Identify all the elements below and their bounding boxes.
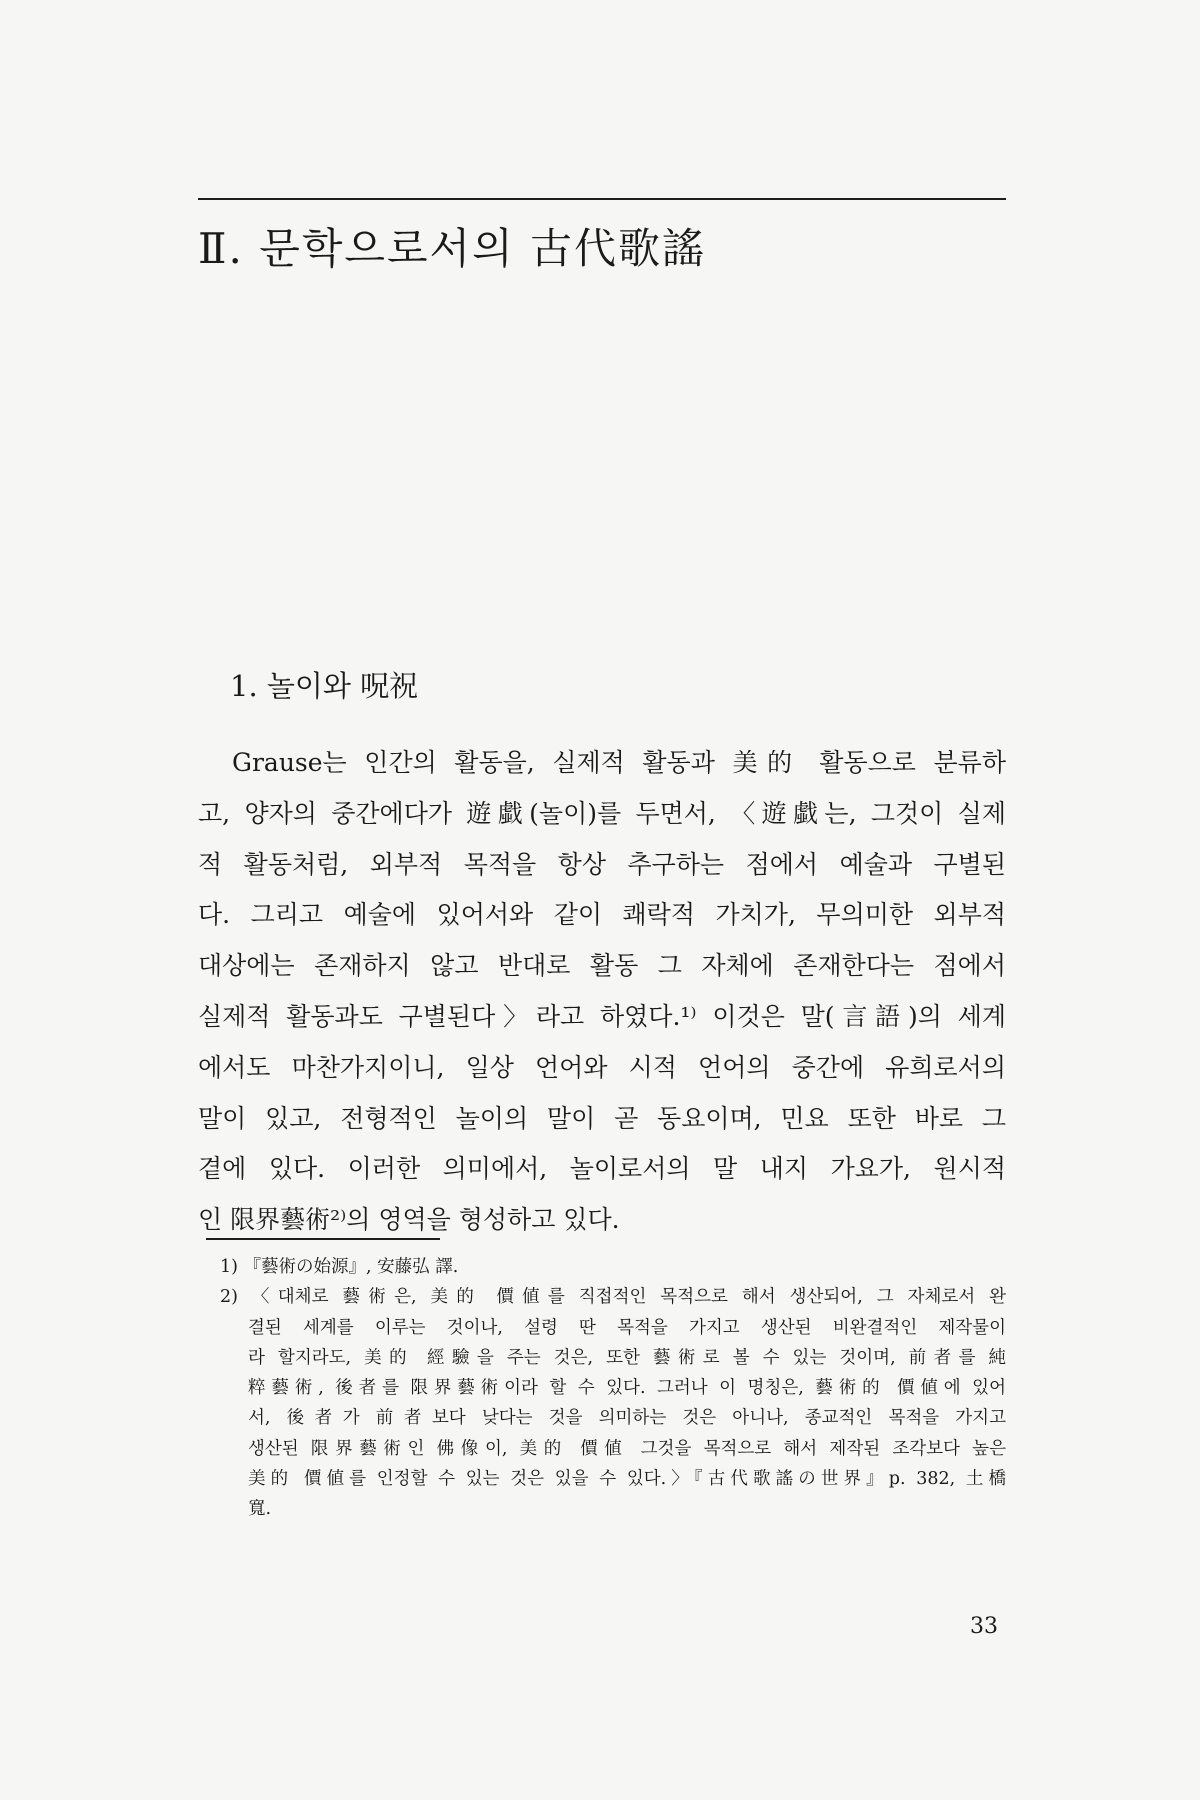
- footnote-2-line: 생산된 限界藝術인 佛像이, 美的 價値 그것을 목적으로 해서 제작된 조각보다 높은: [248, 1438, 1006, 1459]
- footnote-2-line: 라 할지라도, 美的 經驗을 주는 것은, 또한 藝術로 볼 수 있는 것이며, 前者를 純: [248, 1347, 1006, 1368]
- footnote-1: 1) 『藝術の始源』, 安藤弘 譯.: [220, 1257, 459, 1277]
- body-line: 적 활동처럼, 외부적 목적을 항상 추구하는 점에서 예술과 구별된: [198, 849, 1006, 879]
- body-line: 인 限界藝術²⁾의 영역을 형성하고 있다.: [198, 1205, 620, 1235]
- footnotes: [220, 1252, 1006, 1525]
- body-line: 에서도 마찬가지이니, 일상 언어와 시적 언어의 중간에 유희로서의: [198, 1052, 1006, 1082]
- body-line: Grause는 인간의 활동을, 실제적 활동과 美的 활동으로 분류하: [232, 748, 1006, 777]
- footnote-2-line: 결된 세계를 이루는 것이나, 설령 딴 목적을 가지고 생산된 비완결적인 제작물이: [248, 1317, 1006, 1338]
- footnote-rule: [206, 1238, 440, 1240]
- chapter-title: Ⅱ. 문학으로서의 古代歌謠: [198, 224, 707, 273]
- footnote-2-line: 서, 後者가 前者보다 낮다는 것을 의미하는 것은 아니나, 종교적인 목적을 가지고: [248, 1408, 1006, 1429]
- footnote-2-line: 美的 價値를 인정할 수 있는 것은 있을 수 있다.〉『古代歌謠の世界』p. 382, 土橋: [248, 1469, 1006, 1490]
- body-line: 실제적 활동과도 구별된다〉라고 하였다.¹⁾ 이것은 말(言語)의 세계: [198, 1001, 1006, 1031]
- chapter-top-rule: [198, 198, 1006, 200]
- body-line: 대상에는 존재하지 않고 반대로 활동 그 자체에 존재한다는 점에서: [198, 951, 1006, 981]
- page-number: 33: [970, 1614, 998, 1639]
- body-line: 말이 있고, 전형적인 놀이의 말이 곧 동요이며, 민요 또한 바로 그: [198, 1103, 1006, 1133]
- footnote-2-line: 寬.: [248, 1499, 272, 1520]
- body-line: 다. 그리고 예술에 있어서와 같이 쾌락적 가치가, 무의미한 외부적: [198, 900, 1006, 930]
- footnote-2-line: 2) 〈대체로 藝術은, 美的 價値를 직접적인 목적으로 해서 생산되어, 그 자체로서 완: [220, 1287, 1006, 1308]
- body-line: 고, 양자의 중간에다가 遊戱(놀이)를 두면서, 〈遊戱는, 그것이 실제: [198, 798, 1006, 828]
- footnote-2-line: 粹藝術, 後者를 限界藝術이라 할 수 있다. 그러나 이 명칭은, 藝術的 價値에 있어: [248, 1378, 1006, 1399]
- section-heading: 1. 놀이와 呪祝: [230, 669, 419, 703]
- body-line: 곁에 있다. 이러한 의미에서, 놀이로서의 말 내지 가요가, 원시적: [198, 1154, 1006, 1184]
- body-paragraph: [198, 738, 1006, 1246]
